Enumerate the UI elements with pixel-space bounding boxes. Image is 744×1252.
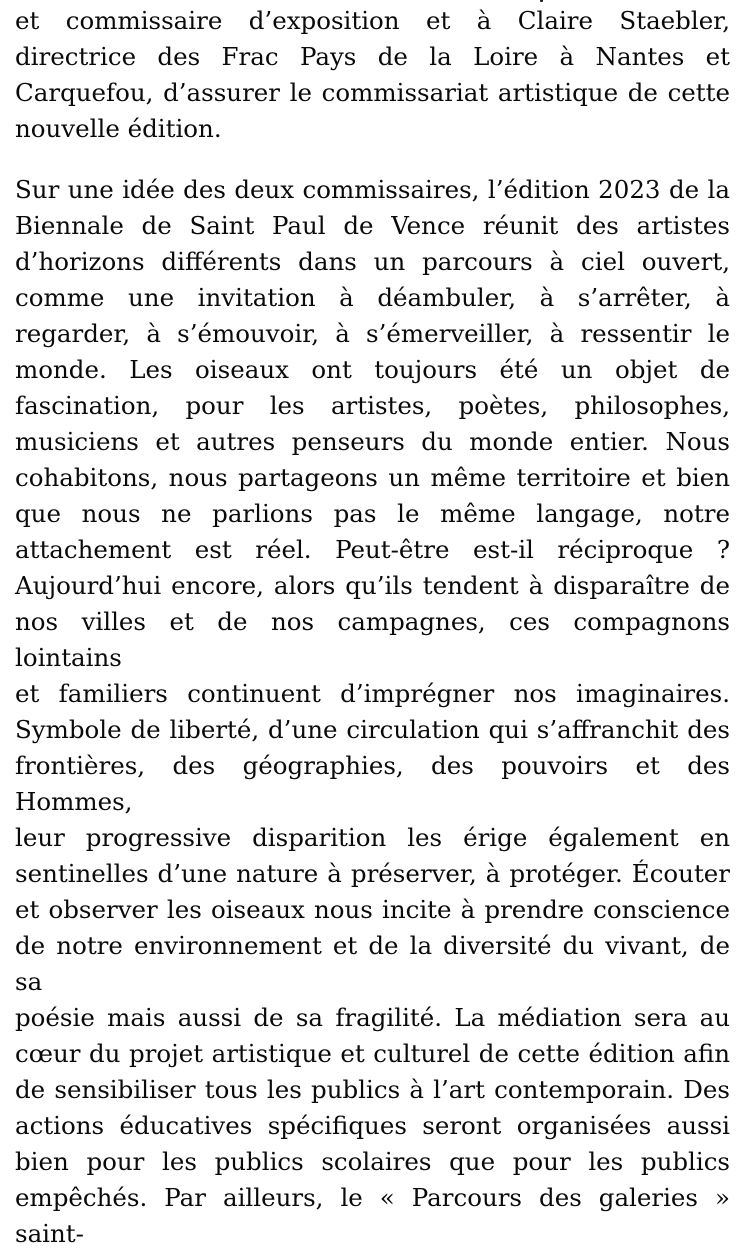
paragraph <box>15 3 730 147</box>
text-line: regarder, à s’émouvoir, à s’émerveiller, à ressentir le <box>15 319 730 348</box>
text-line: comme une invitation à déambuler, à s’arrêter, à <box>15 283 730 312</box>
text-line: Biennale de Saint Paul de Vence réunit des artistes <box>15 211 730 240</box>
text-line: d’horizons différents dans un parcours à ciel ouvert, <box>15 247 730 276</box>
text-line: de notre environnement et de la diversité du vivant, de sa <box>15 931 730 996</box>
text-line: leur progressive disparition les érige également en <box>15 823 730 852</box>
text-line: nouvelle édition. <box>15 114 222 143</box>
text-line: sentinelles d’une nature à préserver, à protéger. Écouter <box>15 859 730 888</box>
text-line: que nous ne parlions pas le même langage, notre <box>15 499 730 528</box>
paragraph <box>15 172 730 1252</box>
text-line: nos villes et de nos campagnes, ces compagnons lointains <box>15 607 730 672</box>
text-line: Carquefou, d’assurer le commissariat artistique de cette <box>15 78 730 107</box>
text-line: et observer les oiseaux nous incite à prendre conscience <box>15 895 730 924</box>
document-page <box>15 3 730 1252</box>
text-line: cohabitons, nous partageons un même territoire et bien <box>15 463 730 492</box>
text-line: attachement est réel. Peut-être est-il réciproque ? <box>15 535 730 564</box>
text-line: et familiers continuent d’imprégner nos imaginaires. <box>15 679 730 708</box>
text-line: et commissaire d’exposition et à Claire Staebler, <box>15 6 730 35</box>
text-line: frontières, des géographies, des pouvoirs et des Hommes, <box>15 751 730 816</box>
text-line: musiciens et autres penseurs du monde entier. Nous <box>15 427 730 456</box>
text-line: Symbole de liberté, d’une circulation qui s’affranchit des <box>15 715 730 744</box>
clipped-previous-line-remnant <box>540 0 543 2</box>
text-line: Aujourd’hui encore, alors qu’ils tendent à disparaître de <box>15 571 730 600</box>
text-line: empêchés. Par ailleurs, le « Parcours des galeries » saint- <box>15 1183 730 1248</box>
text-line: directrice des Frac Pays de la Loire à Nantes et <box>15 42 730 71</box>
text-line: de sensibiliser tous les publics à l’art contemporain. Des <box>15 1075 730 1104</box>
text-line: fascination, pour les artistes, poètes, philosophes, <box>15 391 730 420</box>
text-line: bien pour les publics scolaires que pour les publics <box>15 1147 730 1176</box>
text-line: actions éducatives spécifiques seront organisées aussi <box>15 1111 730 1140</box>
text-line: poésie mais aussi de sa fragilité. La médiation sera au <box>15 1003 730 1032</box>
text-line: Sur une idée des deux commissaires, l’édition 2023 de la <box>15 175 730 204</box>
text-line: cœur du projet artistique et culturel de cette édition afin <box>15 1039 730 1068</box>
text-line: monde. Les oiseaux ont toujours été un objet de <box>15 355 730 384</box>
